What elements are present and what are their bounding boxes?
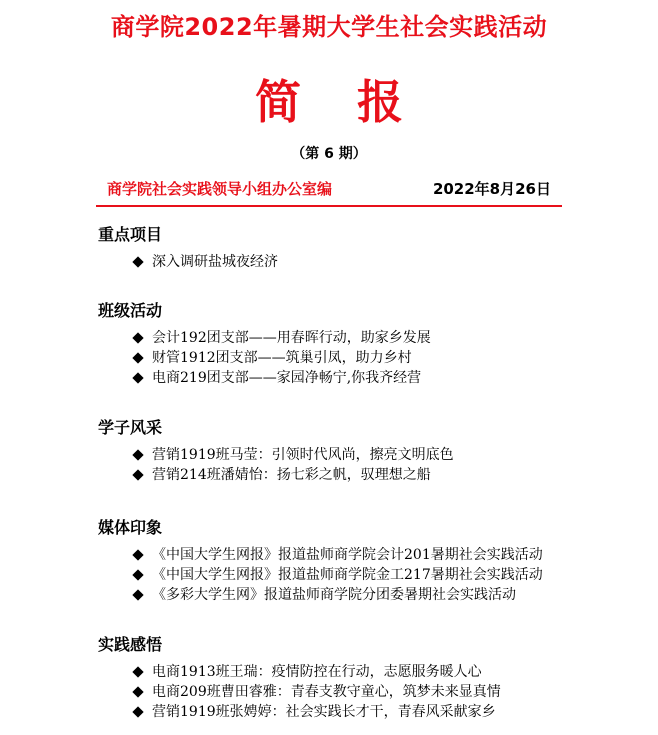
section-media-coverage — [98, 517, 618, 605]
item-text: 营销1919班马莹：引领时代风尚，擦亮文明底色 — [152, 447, 454, 463]
list-item — [132, 565, 618, 585]
section-heading: 学子风采 — [98, 418, 163, 437]
item-text: 《中国大学生网报》报道盐师商学院会计201暑期社会实践活动 — [152, 547, 543, 563]
diamond-bullet-icon — [132, 549, 143, 560]
list-item — [132, 368, 618, 388]
issue-date: 2022年8月26日 — [432, 180, 551, 198]
section-heading: 重点项目 — [98, 225, 163, 244]
issue-number: （第 6 期） — [291, 146, 367, 162]
newsletter-header-title: 商学院2022年暑期大学生社会实践活动 — [110, 13, 548, 41]
section-heading: 媒体印象 — [98, 518, 163, 537]
section-practice-reflections — [98, 634, 618, 722]
list-item — [132, 445, 618, 465]
diamond-bullet-icon — [132, 666, 143, 677]
section-student-profiles — [98, 417, 618, 485]
diamond-bullet-icon — [132, 706, 143, 717]
list-item — [132, 682, 618, 702]
list-item — [132, 702, 618, 722]
list-item — [132, 328, 618, 348]
diamond-bullet-icon — [132, 589, 143, 600]
item-list — [98, 545, 618, 605]
section-heading: 班级活动 — [98, 301, 163, 320]
section-heading: 实践感悟 — [98, 635, 163, 654]
section-key-project — [98, 224, 618, 272]
diamond-bullet-icon — [132, 332, 143, 343]
item-text: 电商1913班王瑞：疫情防控在行动，志愿服务暖人心 — [152, 664, 482, 680]
diamond-bullet-icon — [132, 352, 143, 363]
item-text: 《中国大学生网报》报道盐师商学院金工217暑期社会实践活动 — [152, 567, 543, 583]
issuer-name: 商学院社会实践领导小组办公室编 — [107, 180, 333, 198]
item-list — [98, 445, 618, 485]
item-text: 财管1912团支部——筑巢引凤，助力乡村 — [152, 350, 412, 366]
item-list — [98, 662, 618, 722]
item-text: 电商219团支部——家园净畅宁,你我齐经营 — [152, 370, 422, 386]
diamond-bullet-icon — [132, 449, 143, 460]
header-divider — [96, 205, 562, 207]
item-list — [98, 252, 618, 272]
section-class-activities — [98, 300, 618, 388]
item-text: 《多彩大学生网》报道盐师商学院分团委暑期社会实践活动 — [152, 587, 516, 603]
diamond-bullet-icon — [132, 569, 143, 580]
diamond-bullet-icon — [132, 686, 143, 697]
item-text: 营销214班潘婧怡：扬七彩之帆，驭理想之船 — [152, 467, 431, 483]
list-item — [132, 585, 618, 605]
diamond-bullet-icon — [132, 372, 143, 383]
list-item — [132, 545, 618, 565]
item-text: 电商209班曹田睿雅：青春支教守童心，筑梦未来显真情 — [152, 684, 501, 700]
brief-title: 简 报 — [254, 75, 403, 129]
diamond-bullet-icon — [132, 469, 143, 480]
list-item — [132, 662, 618, 682]
list-item — [132, 252, 618, 272]
item-text: 深入调研盐城夜经济 — [152, 254, 278, 270]
item-text: 会计192团支部——用春晖行动，助家乡发展 — [152, 330, 431, 346]
item-text: 营销1919班张娉婷：社会实践长才干，青春风采献家乡 — [152, 704, 496, 720]
list-item — [132, 348, 618, 368]
issuer-row — [107, 178, 557, 200]
diamond-bullet-icon — [132, 256, 143, 267]
item-list — [98, 328, 618, 388]
list-item — [132, 465, 618, 485]
